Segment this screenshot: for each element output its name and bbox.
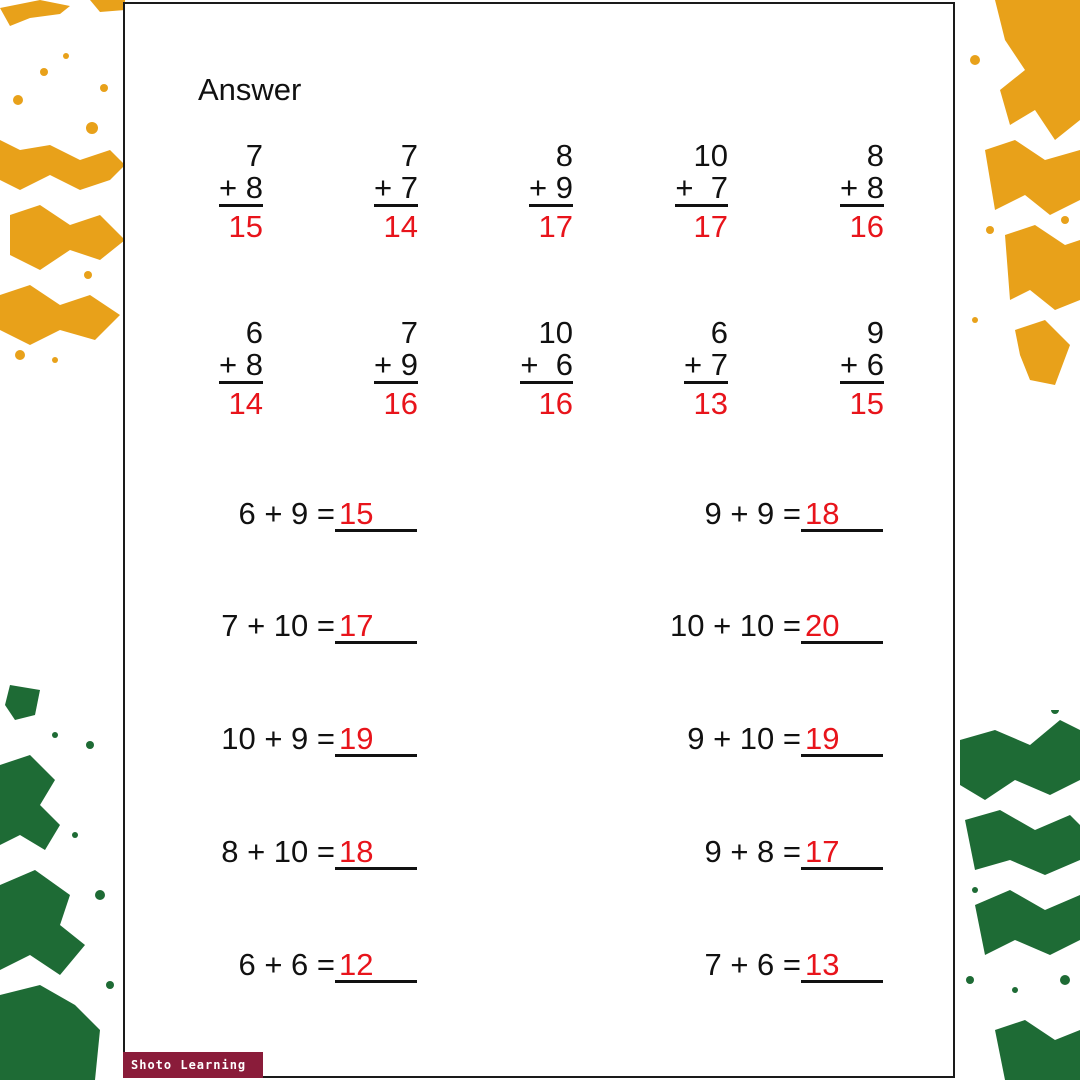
answer-value: 15 [228,209,263,244]
answer-blank: 18 [801,499,883,532]
vertical-problem-10 [804,317,884,420]
answer-blank: 13 [801,950,883,983]
addend-bottom: + 6 [840,347,884,382]
vertical-problem-7 [338,317,418,420]
answer-value: 17 [693,209,728,244]
answer-value: 17 [538,209,573,244]
addend-top: 8 [866,138,884,173]
green-splatter-bottom-left [0,685,125,1080]
vertical-problem-2 [338,140,418,243]
answer-value: 16 [383,386,418,421]
equation: 8 + 10 = [221,834,335,869]
addend-top: 7 [400,138,418,173]
horizontal-problem-8 [591,834,883,870]
addend-bottom: + 7 [374,170,418,205]
equation: 9 + 8 = [704,834,801,869]
addend-top: 7 [245,138,263,173]
vertical-problem-6 [183,317,263,420]
answer-value: 16 [849,209,884,244]
vertical-problem-9 [648,317,728,420]
addend-bottom: + 7 [684,347,728,382]
equation: 7 + 10 = [221,608,335,643]
answer-blank: 18 [335,837,417,870]
answer-blank: 19 [335,724,417,757]
answer-value: 16 [538,386,573,421]
equation: 10 + 9 = [221,721,335,756]
answer-value: 14 [383,209,418,244]
addend-bottom: + 7 [675,170,728,205]
horizontal-problem-4 [591,608,883,644]
horizontal-problem-10 [591,947,883,983]
green-splatter-bottom-right [955,710,1080,1080]
page-title: Answer [198,72,302,107]
addend-bottom: + 9 [374,347,418,382]
horizontal-problem-5 [125,721,417,757]
brand-label: Shoto Learning [123,1052,263,1078]
equation: 10 + 10 = [669,608,801,643]
horizontal-problem-3 [125,608,417,644]
addend-top: 10 [538,315,573,350]
addend-top: 8 [555,138,573,173]
answer-sheet [123,2,955,1078]
vertical-problem-5 [804,140,884,243]
addend-bottom: + 8 [840,170,884,205]
addend-bottom: + 8 [219,170,263,205]
horizontal-problem-7 [125,834,417,870]
answer-blank: 19 [801,724,883,757]
addend-top: 6 [710,315,728,350]
answer-blank: 15 [335,499,417,532]
orange-splatter-top-left [0,0,125,370]
horizontal-problem-9 [125,947,417,983]
vertical-problem-3 [493,140,573,243]
answer-value: 14 [228,386,263,421]
answer-blank: 20 [801,611,883,644]
horizontal-problem-6 [591,721,883,757]
addend-top: 6 [245,315,263,350]
equation: 6 + 6 = [238,947,335,982]
equation: 9 + 9 = [704,496,801,531]
addend-top: 9 [866,315,884,350]
horizontal-problem-1 [125,496,417,532]
addend-bottom: + 9 [529,170,573,205]
answer-blank: 17 [801,837,883,870]
horizontal-problem-2 [591,496,883,532]
answer-value: 13 [693,386,728,421]
equation: 6 + 9 = [238,496,335,531]
equation: 9 + 10 = [687,721,801,756]
vertical-problem-4 [648,140,728,243]
orange-splatter-top-right [955,0,1080,395]
answer-blank: 17 [335,611,417,644]
addend-bottom: + 6 [520,347,573,382]
answer-value: 15 [849,386,884,421]
addend-bottom: + 8 [219,347,263,382]
answer-blank: 12 [335,950,417,983]
equation: 7 + 6 = [704,947,801,982]
addend-top: 7 [400,315,418,350]
vertical-problem-8 [493,317,573,420]
addend-top: 10 [693,138,728,173]
vertical-problem-1 [183,140,263,243]
